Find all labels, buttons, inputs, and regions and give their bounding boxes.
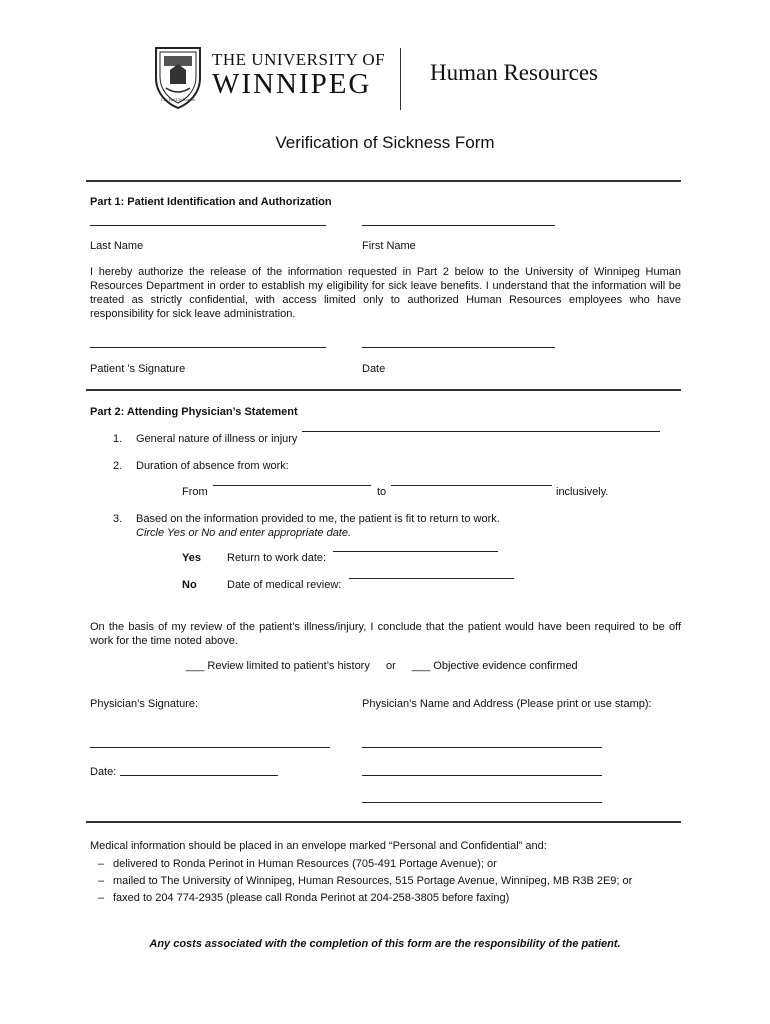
part2-heading: Part 2: Attending Physician’s Statement [90, 406, 298, 418]
last-name-field[interactable] [90, 225, 326, 226]
crest-motto: Lux Fiat Ubi Bonum [161, 97, 195, 102]
authorization-text: I hereby authorize the release of the information requested in Part 2 below to the University of Winnipeg Human Resources Department in order to establish my eligibility for sick leave benefits. I understand that the information will be treated as strictly confidential, with access limited only to authorized Human Resources employees who have responsibility for sick leave administration. [90, 266, 681, 320]
option1-blank[interactable]: ___ [186, 660, 205, 672]
option1-label: Review limited to patient’s history [207, 660, 370, 672]
department-name: Human Resources [430, 60, 598, 85]
no-option[interactable]: No [182, 579, 197, 591]
part1-heading: Part 1: Patient Identification and Authorization [90, 196, 332, 208]
physician-signature-label: Physician’s Signature: [90, 698, 199, 710]
list-item [98, 873, 678, 890]
section-rule [86, 821, 681, 823]
list-item [98, 890, 678, 907]
section-rule [86, 389, 681, 391]
review-option-row [186, 660, 578, 672]
to-label: to [377, 486, 387, 498]
option2-label: Objective evidence confirmed [433, 660, 578, 672]
form-title: Verification of Sickness Form [275, 133, 495, 152]
mail-instruction: mailed to The University of Winnipeg, Human Resources, 515 Portage Avenue, Winnipeg, MB R3B 2E9; or [113, 875, 633, 887]
delivery-instruction: delivered to Ronda Perinot in Human Resources (705-491 Portage Avenue); or [113, 858, 497, 870]
review-date-label: Date of medical review: [227, 579, 342, 591]
item3-instruction: Circle Yes or No and enter appropriate date. [136, 527, 352, 539]
yes-option[interactable]: Yes [182, 552, 201, 564]
item2-text: Duration of absence from work: [136, 460, 289, 472]
university-name-line2: WINNIPEG [212, 68, 372, 100]
physician-address-line-2[interactable] [362, 775, 602, 776]
option2-blank[interactable]: ___ [411, 660, 431, 672]
inclusively-label: inclusively. [556, 486, 609, 498]
dash-bullet: – [98, 875, 105, 887]
or-label: or [385, 660, 396, 672]
physician-date-field[interactable] [120, 775, 278, 776]
item2-number: 2. [113, 460, 123, 472]
last-name-label: Last Name [90, 240, 144, 252]
first-name-label: First Name [362, 240, 416, 252]
from-date-field[interactable] [213, 485, 371, 486]
first-name-field[interactable] [362, 225, 555, 226]
physician-signature-field[interactable] [90, 747, 330, 748]
physician-name-label: Physician’s Name and Address (Please print or use stamp): [362, 698, 652, 710]
letterhead [150, 44, 630, 114]
return-date-label: Return to work date: [227, 552, 327, 564]
physician-address-line-1[interactable] [362, 747, 602, 748]
header-divider [400, 48, 401, 110]
patient-date-field[interactable] [362, 347, 555, 348]
dash-bullet: – [98, 892, 105, 904]
item1-number: 1. [113, 433, 123, 445]
footer-bullet-list [98, 856, 678, 907]
university-name-line1: THE UNIVERSITY OF [212, 50, 386, 69]
list-item [98, 856, 678, 873]
section-rule [86, 180, 681, 182]
physician-address-line-3[interactable] [362, 802, 602, 803]
dash-bullet: – [98, 858, 105, 870]
to-date-field[interactable] [391, 485, 552, 486]
return-date-field[interactable] [333, 551, 498, 552]
patient-signature-label: Patient ’s Signature [90, 363, 186, 375]
from-label: From [182, 486, 208, 498]
cost-notice: Any costs associated with the completion of this form are the responsibility of the patient. [149, 938, 621, 950]
fax-instruction: faxed to 204 774-2935 (please call Ronda Perinot at 204-258-3805 before faxing) [113, 892, 510, 904]
item1-text: General nature of illness or injury [136, 433, 298, 445]
item3-text: Based on the information provided to me, the patient is fit to return to work. [136, 513, 500, 525]
patient-date-label: Date [362, 363, 386, 375]
physician-date-label: Date: [90, 766, 117, 778]
conclusion-text: On the basis of my review of the patient’s illness/injury, I conclude that the patient would have been required to be off work for the time noted above. [90, 621, 681, 647]
item3-number: 3. [113, 513, 123, 525]
footer-intro: Medical information should be placed in an envelope marked “Personal and Confidential” and: [90, 840, 547, 852]
patient-signature-field[interactable] [90, 347, 326, 348]
illness-field[interactable] [302, 431, 660, 432]
review-date-field[interactable] [349, 578, 514, 579]
